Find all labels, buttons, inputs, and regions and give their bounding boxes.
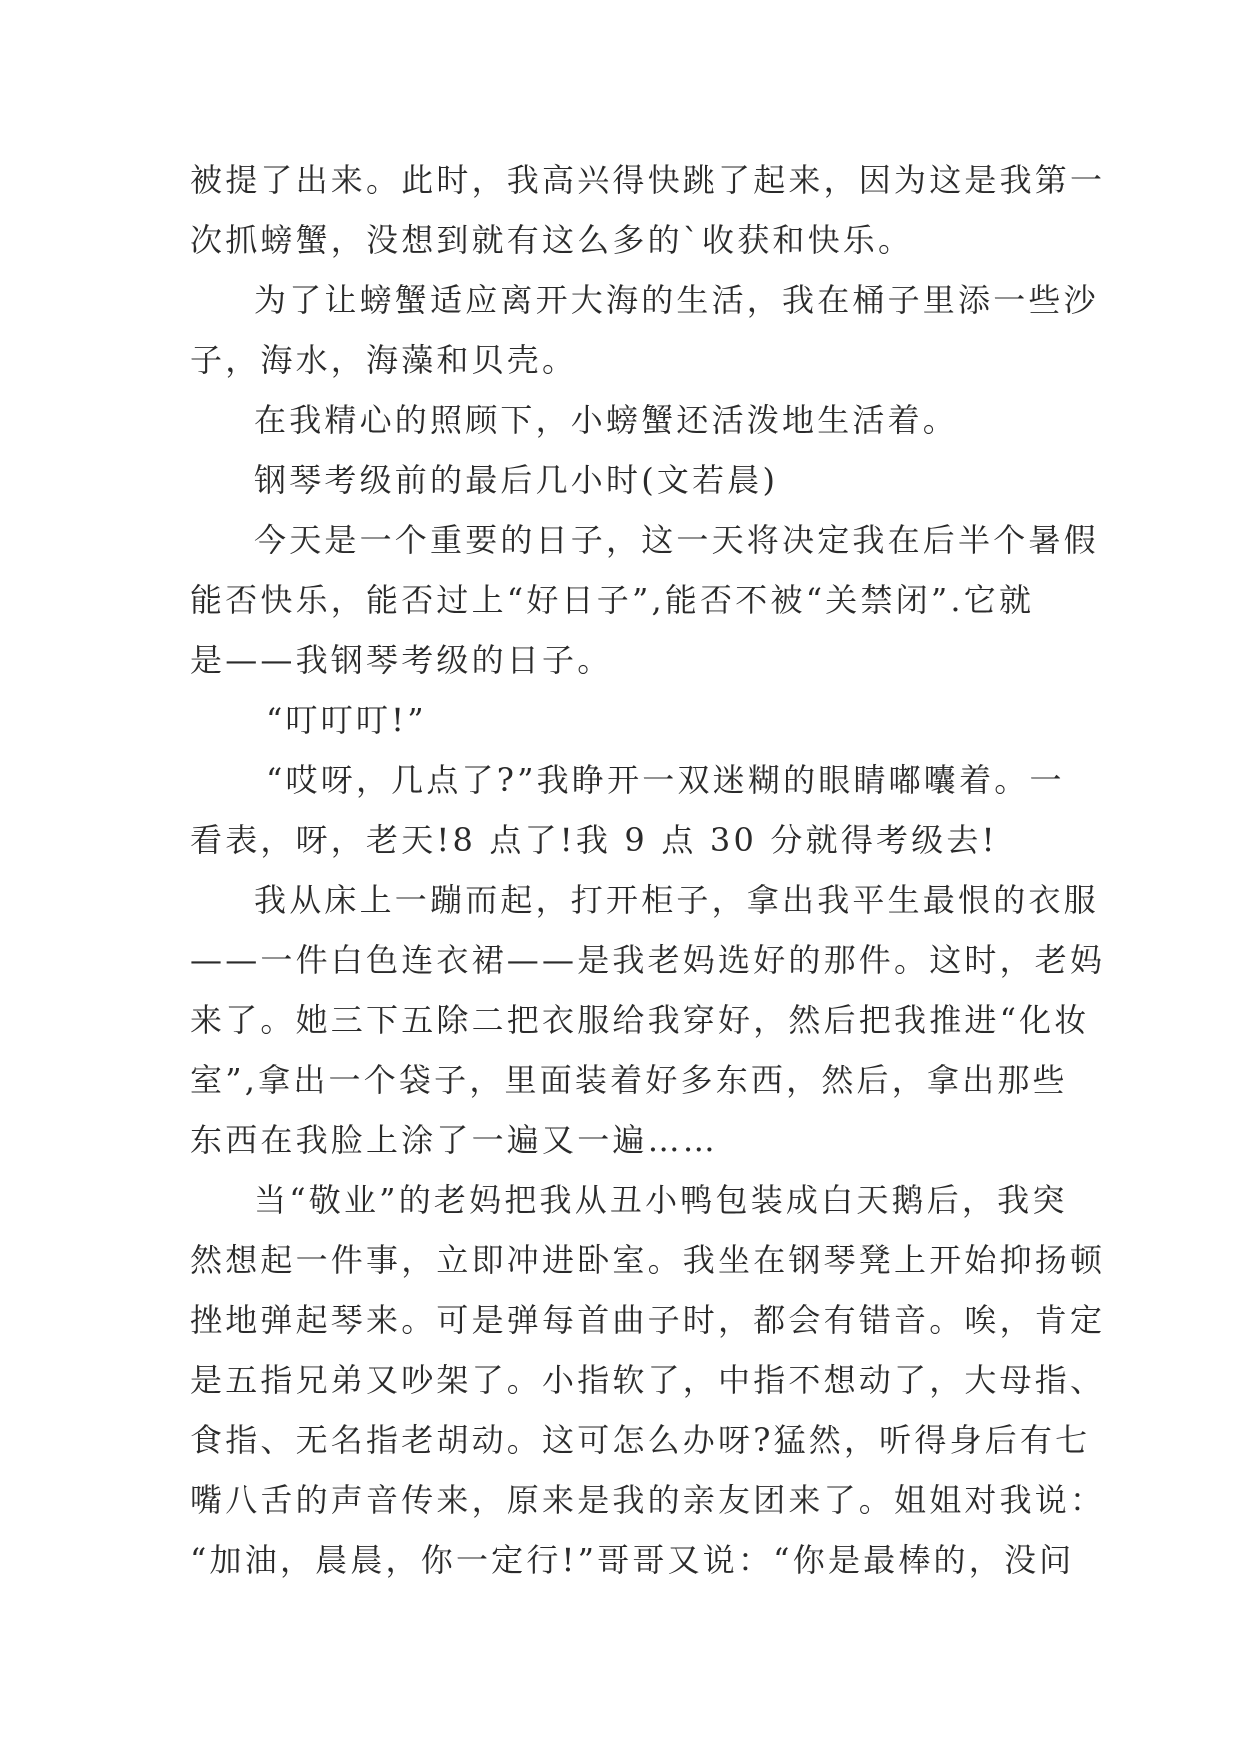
text-line: 是五指兄弟又吵架了。小指软了，中指不想动了，大母指、 — [190, 1361, 1106, 1399]
text-line: 是——我钢琴考级的日子。 — [190, 641, 613, 679]
text-line: “加油，晨晨，你一定行!”哥哥又说：“你是最棒的，没问 — [190, 1541, 1075, 1579]
text-line: 子，海水，海藻和贝壳。 — [190, 341, 578, 379]
text-line: 食指、无名指老胡动。这可怎么办呀?猛然，听得身后有七 — [190, 1421, 1091, 1459]
section-title: 钢琴考级前的最后几小时(文若晨) — [254, 461, 779, 499]
text-line: 能否快乐，能否过上“好日子”,能否不被“关禁闭”.它就 — [190, 581, 1035, 619]
text-line: 然想起一件事，立即冲进卧室。我坐在钢琴凳上开始抑扬顿 — [190, 1241, 1106, 1279]
text-line: 当“敬业”的老妈把我从丑小鸭包装成白天鹅后，我突 — [254, 1181, 1068, 1219]
text-line: 来了。她三下五除二把衣服给我穿好，然后把我推进“化妆 — [190, 1001, 1090, 1039]
text-line: 看表，呀，老天!8 点了!我 9 点 30 分就得考级去! — [190, 821, 998, 859]
text-line: 被提了出来。此时，我高兴得快跳了起来，因为这是我第一 — [190, 161, 1106, 199]
text-line: “哎呀，几点了?”我睁开一双迷糊的眼睛嘟囔着。一 — [266, 761, 1065, 799]
text-line: 挫地弹起琴来。可是弹每首曲子时，都会有错音。唉，肯定 — [190, 1301, 1106, 1339]
text-line: 在我精心的照顾下，小螃蟹还活泼地生活着。 — [254, 401, 959, 439]
text-line: ——一件白色连衣裙——是我老妈选好的那件。这时，老妈 — [190, 941, 1106, 979]
text-line: 今天是一个重要的日子，这一天将决定我在后半个暑假 — [254, 521, 1099, 559]
text-line: 东西在我脸上涂了一遍又一遍…… — [190, 1121, 719, 1159]
text-line: 次抓螃蟹，没想到就有这么多的`收获和快乐。 — [190, 221, 914, 259]
text-line: “叮叮叮!” — [266, 701, 427, 739]
text-line: 我从床上一蹦而起，打开柜子，拿出我平生最恨的衣服 — [254, 881, 1099, 919]
text-line: 嘴八舌的声音传来，原来是我的亲友团来了。姐姐对我说： — [190, 1481, 1106, 1519]
text-line: 为了让螃蟹适应离开大海的生活，我在桶子里添一些沙 — [254, 281, 1099, 319]
text-line: 室”,拿出一个袋子，里面装着好多东西，然后，拿出那些 — [190, 1061, 1068, 1099]
